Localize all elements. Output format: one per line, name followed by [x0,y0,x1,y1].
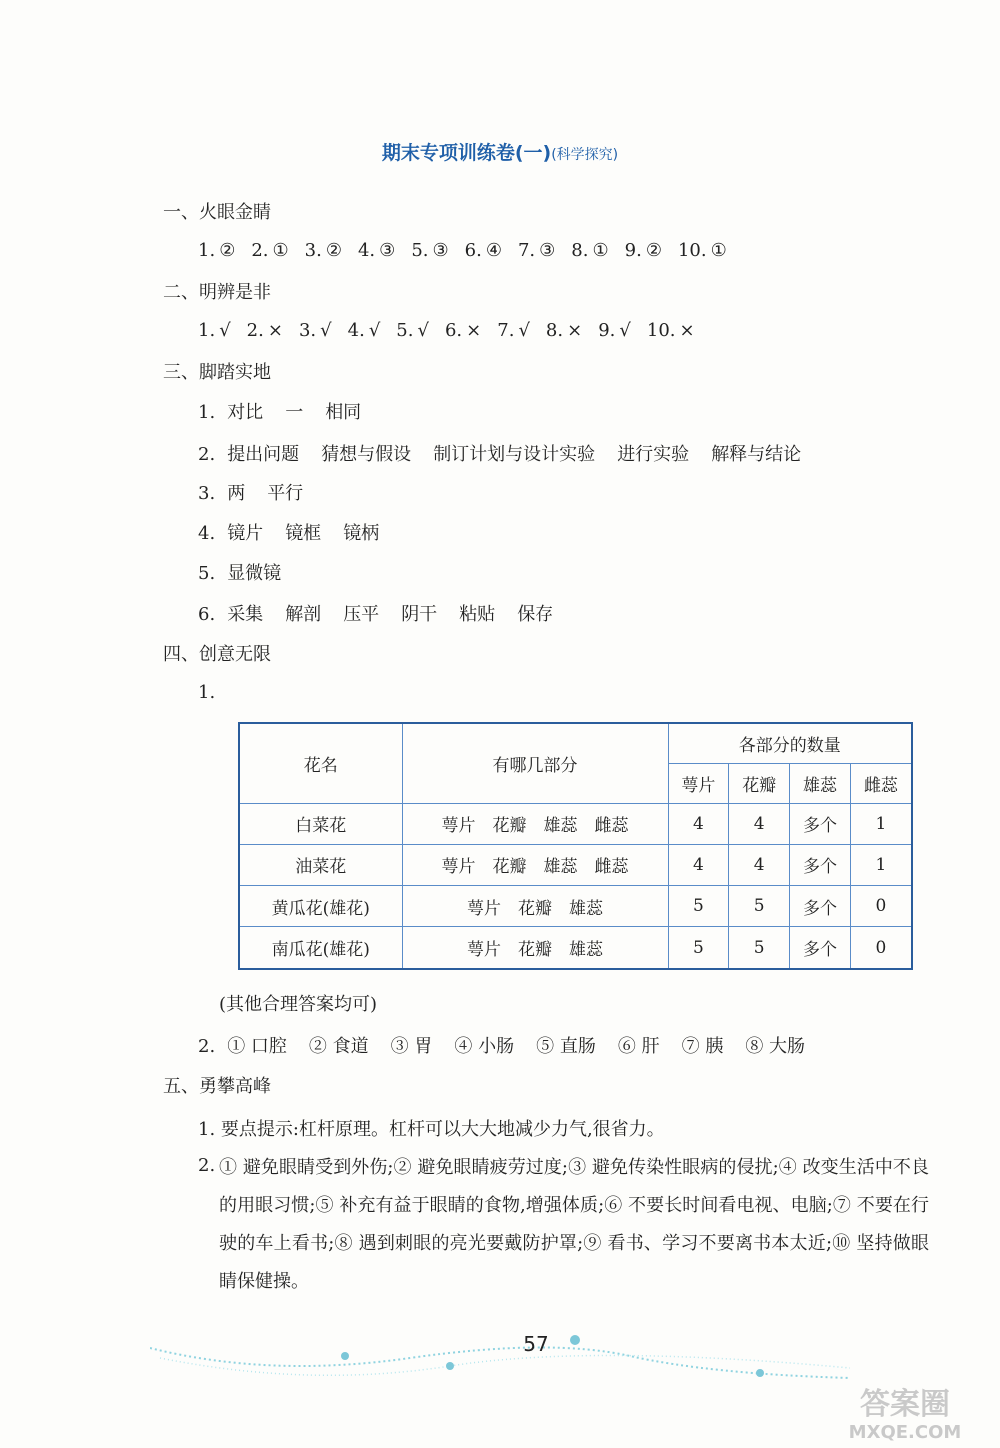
section-4-heading: 四、创意无限 [163,644,271,665]
item-number: 4. [198,523,216,544]
s5-q1: 1. 要点提示:杠杆原理。杠杆可以大大地减少力气,很省力。 [198,1119,665,1140]
answer-term: 采集 [227,604,264,625]
answer-term: ⑧ 大肠 [745,1036,806,1057]
header-count: 各部分的数量 [668,723,912,763]
answer-term: 提出问题 [227,444,300,465]
answer-term: ⑥ 肝 [617,1036,660,1057]
item-number: 3. [198,483,216,504]
item-number: 2. [198,444,216,465]
header-parts: 有哪几部分 [402,723,668,803]
answer-item: 5. √ [396,320,429,341]
flower-parts-table [238,722,913,970]
answer-item: 1. ② [198,240,236,261]
answer-term: ④ 小肠 [454,1036,515,1057]
answer-term: 两 [227,483,246,504]
section-2-answers [198,320,711,341]
subheader-sepal: 萼片 [668,763,729,803]
answer-item: 2. ① [251,240,289,261]
answer-item: 2. × [246,320,283,341]
answer-term: 镜片 [227,523,264,544]
answer-item: 9. √ [598,320,631,341]
s3-q1 [198,398,361,424]
answer-item: 10. × [646,320,695,341]
answer-term: 解剖 [285,604,322,625]
section-1-answers [198,240,743,261]
answer-term: 压平 [343,604,380,625]
answer-item: 4. √ [347,320,381,341]
answer-term: 镜框 [285,523,322,544]
section-1-heading: 一、火眼金睛 [163,202,271,223]
s3-q6 [198,600,553,626]
s3-q2 [198,440,801,466]
s4-q2 [198,1032,805,1058]
item-number: 5. [198,563,216,584]
s5-q2-text: ① 避免眼睛受到外伤;② 避免眼睛疲劳过度;③ 避免传染性眼病的侵扰;④ 改变生活中不良的用眼习惯;⑤ 补充有益于眼睛的食物,增强体质;⑥ 不要长时间看电视、电脑;⑦ 不要在行驶的车上看书;⑧ 遇到刺眼的亮光要戴防护罩;⑨ 看书、学习不要离书本太近;⑩ 坚持做眼睛保健操。 [219,1157,929,1292]
answer-term: 解释与结论 [711,444,802,465]
s3-q3 [198,479,303,505]
subheader-pistil: 雌蕊 [850,763,912,803]
answer-item: 8. × [545,320,583,341]
item-number: 2. [198,1036,216,1057]
table-row: 黄瓜花(雄花) 萼片 花瓣 雄蕊 5 5 多个 0 [239,886,912,927]
section-3-heading: 三、脚踏实地 [163,362,271,383]
answer-term: ⑦ 胰 [681,1036,724,1057]
answer-term: 粘贴 [459,604,496,625]
answer-term: 对比 [227,402,264,423]
page-title: 期末专项训练卷(一)(科学探究) [381,142,619,164]
watermark-logo [820,1382,990,1442]
subheader-petal: 花瓣 [729,763,790,803]
answer-term: 相同 [325,402,362,423]
answer-term: 阴干 [401,604,438,625]
item-number: 6. [198,604,216,625]
svg-text:答案圈: 答案圈 [860,1387,950,1422]
answer-term: 镜柄 [343,523,380,544]
answer-item: 3. √ [298,320,332,341]
answer-item: 3. ② [304,240,342,261]
answer-term: 显微镜 [227,563,282,584]
answer-term: ⑤ 直肠 [536,1036,596,1057]
answer-term: 一 [285,402,304,423]
table-row: 油菜花 萼片 花瓣 雄蕊 雌蕊 4 4 多个 1 [239,844,912,885]
table-row: 南瓜花(雄花) 萼片 花瓣 雄蕊 5 5 多个 0 [239,927,912,969]
answer-item: 4. ③ [357,240,396,261]
answer-item: 7. ③ [517,240,556,261]
answer-term: 制订计划与设计实验 [433,444,596,465]
svg-text:MXQE.COM: MXQE.COM [848,1422,962,1442]
s3-q5 [198,559,281,585]
answer-item: 1. √ [198,320,231,341]
s5-q2-number: 2. [198,1155,216,1176]
header-flower-name: 花名 [239,723,402,803]
answer-term: ③ 胃 [390,1036,433,1057]
answer-item: 9. ② [624,240,662,261]
answer-term: 保存 [517,604,554,625]
answer-item: 7. √ [497,320,530,341]
answer-item: 5. ③ [411,240,449,261]
s3-q4 [198,519,379,545]
section-2-heading: 二、明辨是非 [163,282,271,303]
answer-item: 10. ① [677,240,727,261]
answer-term: ① 口腔 [227,1036,287,1057]
table-row: 白菜花 萼片 花瓣 雄蕊 雌蕊 4 4 多个 1 [239,803,912,844]
answer-term: ② 食道 [308,1036,369,1057]
item-number: 1. [198,402,216,423]
subheader-stamen: 雄蕊 [790,763,851,803]
section-5-heading: 五、勇攀高峰 [163,1076,271,1097]
page-number: 57 [523,1332,549,1356]
answer-item: 8. ① [571,240,609,261]
answer-term: 猜想与假设 [321,444,412,465]
answer-item: 6. ④ [464,240,502,261]
answer-item: 6. × [444,320,482,341]
table-note: (其他合理答案均可) [219,994,378,1015]
s4-q1-number: 1. [198,682,216,703]
answer-term: 平行 [267,483,304,504]
answer-term: 进行实验 [617,444,690,465]
